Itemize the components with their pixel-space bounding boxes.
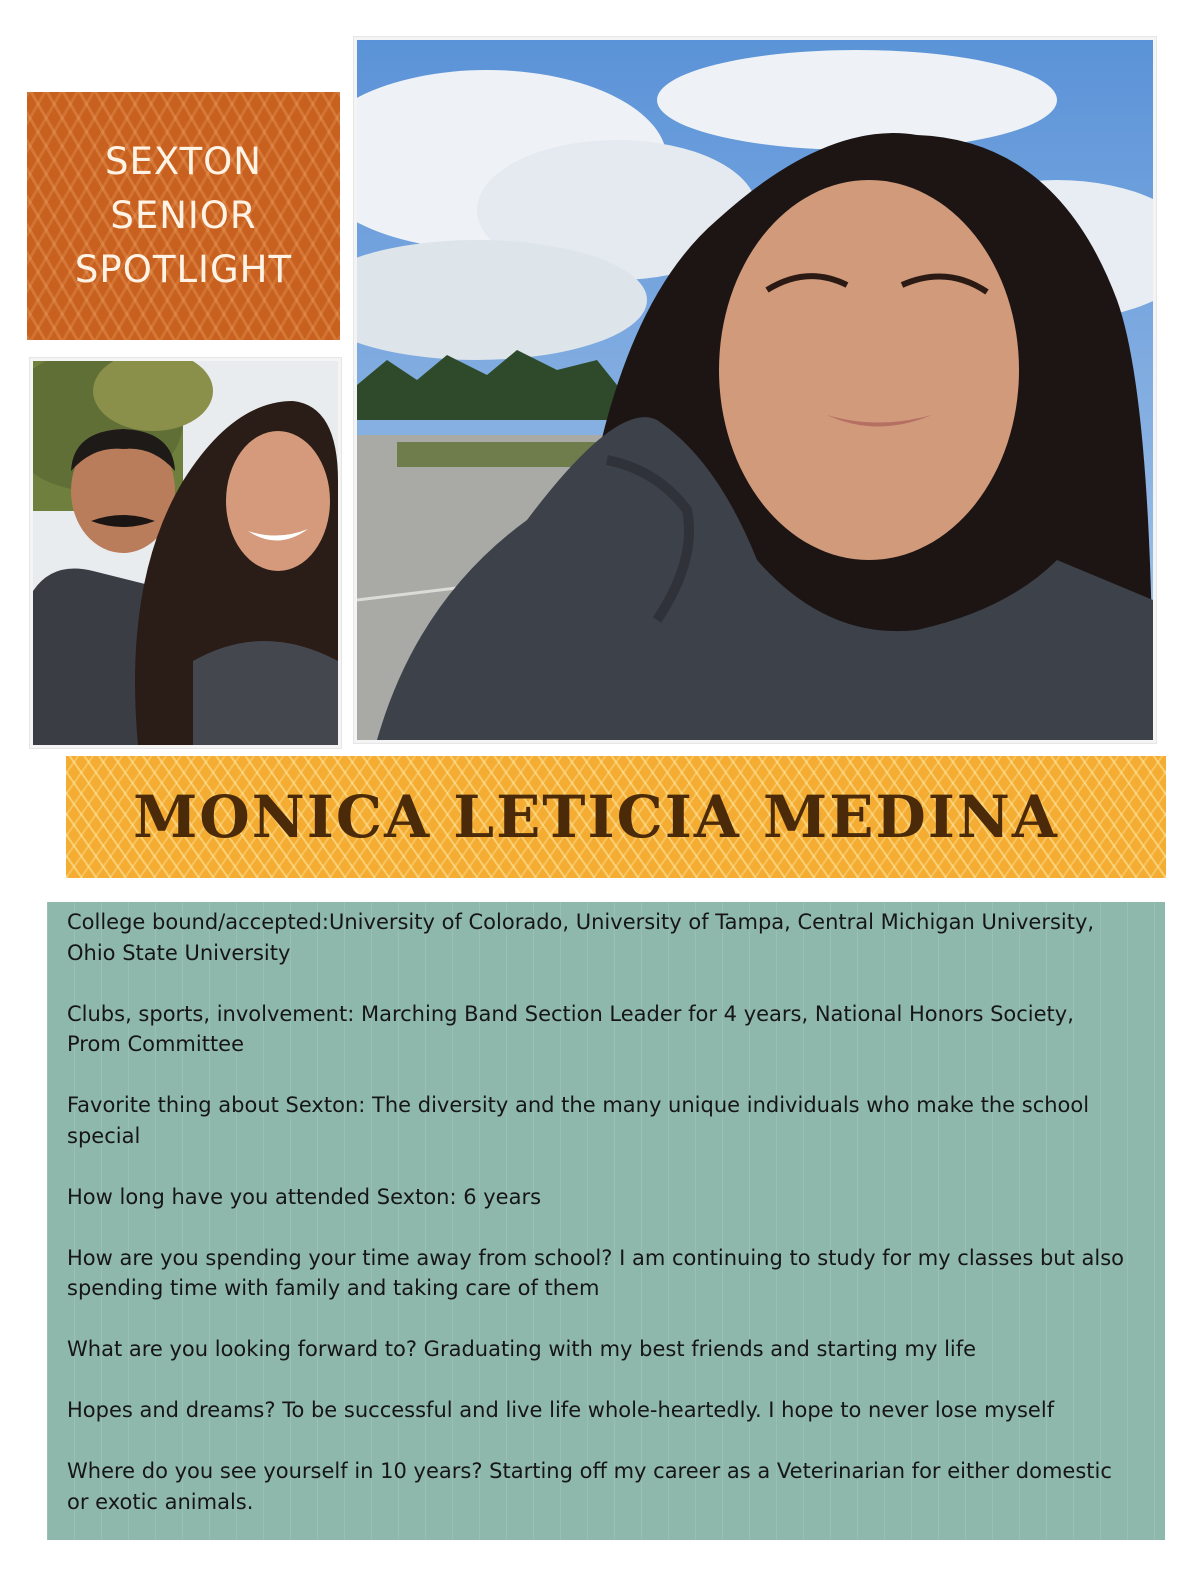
spotlight-title-block [27, 92, 340, 340]
clubs-entry: Clubs, sports, involvement: Marching Band Section Leader for 4 years, National Honors Society, Prom Committee [67, 1001, 1074, 1056]
student-name-banner [66, 756, 1166, 878]
senior-main-image [357, 40, 1153, 740]
favorite-thing-entry: Favorite thing about Sexton: The diversity and the many unique individuals who make the school special [67, 1093, 1090, 1148]
title-line-1: SEXTON [105, 140, 262, 183]
title-line-3: SPOTLIGHT [74, 248, 293, 291]
family-selfie-image [33, 361, 338, 745]
college-entry: College bound/accepted:University of Colorado, University of Tampa, Central Michigan University, Ohio State University [67, 910, 1095, 965]
student-name: MONICA LETICIA MEDINA [133, 783, 1059, 851]
hopes-dreams-entry: Hopes and dreams? To be successful and live life whole-heartedly. I hope to never lose myself [67, 1398, 1055, 1422]
looking-forward-entry: What are you looking forward to? Graduating with my best friends and starting my life [67, 1337, 977, 1361]
ten-years-entry: Where do you see yourself in 10 years? Starting off my career as a Veterinarian for either domestic or exotic animals. [67, 1459, 1112, 1514]
senior-main-photo [354, 37, 1156, 743]
attendance-entry: How long have you attended Sexton: 6 years [67, 1184, 542, 1209]
title-line-2: SENIOR [110, 194, 257, 237]
student-info-panel [47, 902, 1165, 1540]
time-away-entry: How are you spending your time away from school? I am continuing to study for my classes but also spending time with family and taking care of them [67, 1245, 1124, 1300]
family-selfie-photo [30, 358, 341, 748]
